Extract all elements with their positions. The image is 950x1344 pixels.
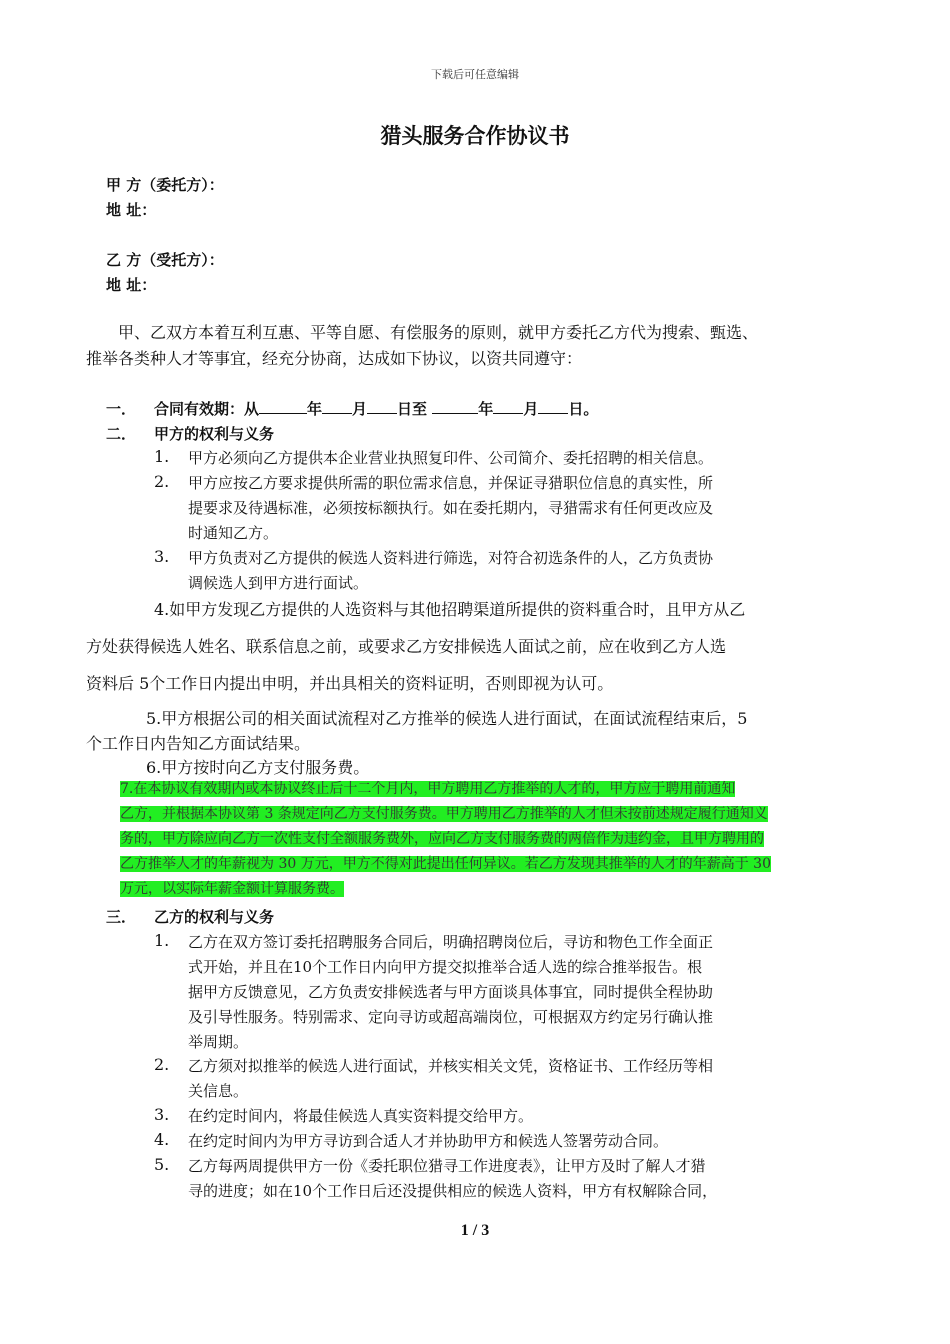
validity-day-to: 日至 bbox=[397, 400, 428, 418]
paragraph-line: 个工作日内告知乙方面试结果。 bbox=[86, 734, 311, 753]
list-item: 乙方每两周提供甲方一份《委托职位猎寻工作进度表》，让甲方及时了解人才猎 bbox=[188, 1157, 706, 1175]
list-item: 乙方须对拟推举的候选人进行面试，并核实相关文凭，资格证书、工作经历等相 bbox=[188, 1057, 714, 1075]
section-2-title: 甲方的权利与义务 bbox=[154, 425, 275, 443]
page-number: 1 / 3 bbox=[460, 1222, 490, 1239]
section-3-title: 乙方的权利与义务 bbox=[154, 908, 275, 926]
section-1-validity bbox=[154, 398, 598, 419]
list-item: 乙方在双方签订委托招聘服务合同后，明确招聘岗位后，寻访和物色工作全面正 bbox=[188, 933, 714, 951]
list-item: 式开始，并且在10个工作日内向甲方提交拟推举合适人选的综合推举报告。根 bbox=[188, 958, 703, 976]
list-item: 甲方必须向乙方提供本企业营业执照复印件、公司简介、委托招聘的相关信息。 bbox=[188, 449, 714, 467]
list-item: 在约定时间内为甲方寻访到合适人才并协助甲方和候选人签署劳动合同。 bbox=[188, 1132, 669, 1150]
list-item: 时通知乙方。 bbox=[188, 524, 279, 542]
party-b-label: 乙 方（受托方）： bbox=[106, 251, 224, 269]
paragraph-line: 5.甲方根据公司的相关面试流程对乙方推举的候选人进行面试，在面试流程结束后，5 bbox=[146, 709, 748, 728]
paragraph-line: 资料后 5个工作日内提出申明，并出具相关的资料证明，否则即视为认可。 bbox=[86, 674, 614, 693]
paragraph-line: 4.如甲方发现乙方提供的人选资料与其他招聘渠道所提供的资料重合时，且甲方从乙 bbox=[154, 600, 746, 619]
list-item: 调候选人到甲方进行面试。 bbox=[188, 574, 369, 592]
intro-line: 推举各类种人才等事宜，经充分协商，达成如下协议，以资共同遵守： bbox=[86, 349, 583, 368]
intro-line: 甲、乙双方本着互利互惠、平等自愿、有偿服务的原则，就甲方委托乙方代为搜索、甄选、 bbox=[118, 323, 759, 342]
item-number: 1. bbox=[154, 931, 170, 950]
list-item: 及引导性服务。特别需求、定向寻访或超高端岗位，可根据双方约定另行确认推 bbox=[188, 1008, 714, 1026]
section-2-number: 二． bbox=[106, 425, 137, 443]
paragraph-line: 方处获得候选人姓名、联系信息之前，或要求乙方安排候选人面试之前，应在收到乙方人选 bbox=[86, 637, 727, 656]
page-header: 下载后可任意编辑 bbox=[431, 68, 519, 81]
section-1-number: 一． bbox=[106, 400, 137, 418]
highlighted-line bbox=[120, 828, 764, 848]
paragraph-line: 6.甲方按时向乙方支付服务费。 bbox=[146, 758, 370, 777]
list-item: 据甲方反馈意见，乙方负责安排候选者与甲方面谈具体事宜，同时提供全程协助 bbox=[188, 983, 714, 1001]
highlight-text: 乙方，并根据本协议第 3 条规定向乙方支付服务费。甲方聘用乙方推举的人才但未按前述规定履行通知义 bbox=[120, 806, 768, 822]
item-number: 3. bbox=[154, 547, 170, 566]
blank-line bbox=[322, 399, 352, 414]
section-3-number: 三． bbox=[106, 908, 137, 926]
validity-year: 年 bbox=[307, 400, 323, 418]
blank-line bbox=[432, 399, 478, 414]
highlight-text: 务的，甲方除应向乙方一次性支付全额服务费外，应向乙方支付服务费的两倍作为违约金，且甲方聘用的 bbox=[120, 831, 764, 847]
list-item: 在约定时间内，将最佳候选人真实资料提交给甲方。 bbox=[188, 1107, 534, 1125]
list-item: 提要求及待遇标准，必须按标额执行。如在委托期内，寻猎需求有任何更改应及 bbox=[188, 499, 714, 517]
validity-month: 月 bbox=[523, 400, 539, 418]
highlighted-line bbox=[120, 878, 344, 898]
blank-line bbox=[259, 399, 307, 414]
highlight-text: 7.在本协议有效期内或本协议终止后十二个月内，甲方聘用乙方推举的人才的，甲方应于聘用前通知 bbox=[120, 781, 736, 797]
highlight-text: 万元，以实际年薪金额计算服务费。 bbox=[120, 881, 344, 897]
list-item: 甲方负责对乙方提供的候选人资料进行筛选，对符合初选条件的人，乙方负责协 bbox=[188, 549, 714, 567]
validity-year: 年 bbox=[478, 400, 494, 418]
validity-from: 合同有效期：从 bbox=[154, 400, 260, 418]
validity-day: 日。 bbox=[568, 400, 599, 418]
list-item: 寻的进度；如在10个工作日后还没提供相应的候选人资料，甲方有权解除合同， bbox=[188, 1182, 718, 1200]
highlight-text: 乙方推举人才的年薪视为 30 万元，甲方不得对此提出任何异议。若乙方发现其推举的人才的年薪高于 30 bbox=[120, 856, 771, 872]
item-number: 5. bbox=[154, 1155, 170, 1174]
highlighted-line bbox=[120, 803, 768, 823]
list-item: 举周期。 bbox=[188, 1033, 249, 1051]
document-title: 猎头服务合作协议书 bbox=[380, 124, 570, 148]
item-number: 1. bbox=[154, 447, 170, 466]
party-a-label: 甲 方（委托方）： bbox=[106, 176, 224, 194]
blank-line bbox=[538, 399, 568, 414]
party-a-address: 地 址： bbox=[106, 201, 157, 219]
list-item: 甲方应按乙方要求提供所需的职位需求信息，并保证寻猎职位信息的真实性，所 bbox=[188, 474, 714, 492]
highlighted-line bbox=[120, 853, 771, 873]
list-item: 关信息。 bbox=[188, 1082, 249, 1100]
party-b-address: 地 址： bbox=[106, 276, 157, 294]
item-number: 4. bbox=[154, 1130, 170, 1149]
highlighted-line bbox=[120, 778, 735, 798]
item-number: 2. bbox=[154, 1055, 170, 1074]
validity-month: 月 bbox=[352, 400, 368, 418]
item-number: 3. bbox=[154, 1105, 170, 1124]
blank-line bbox=[367, 399, 397, 414]
item-number: 2. bbox=[154, 472, 170, 491]
blank-line bbox=[493, 399, 523, 414]
